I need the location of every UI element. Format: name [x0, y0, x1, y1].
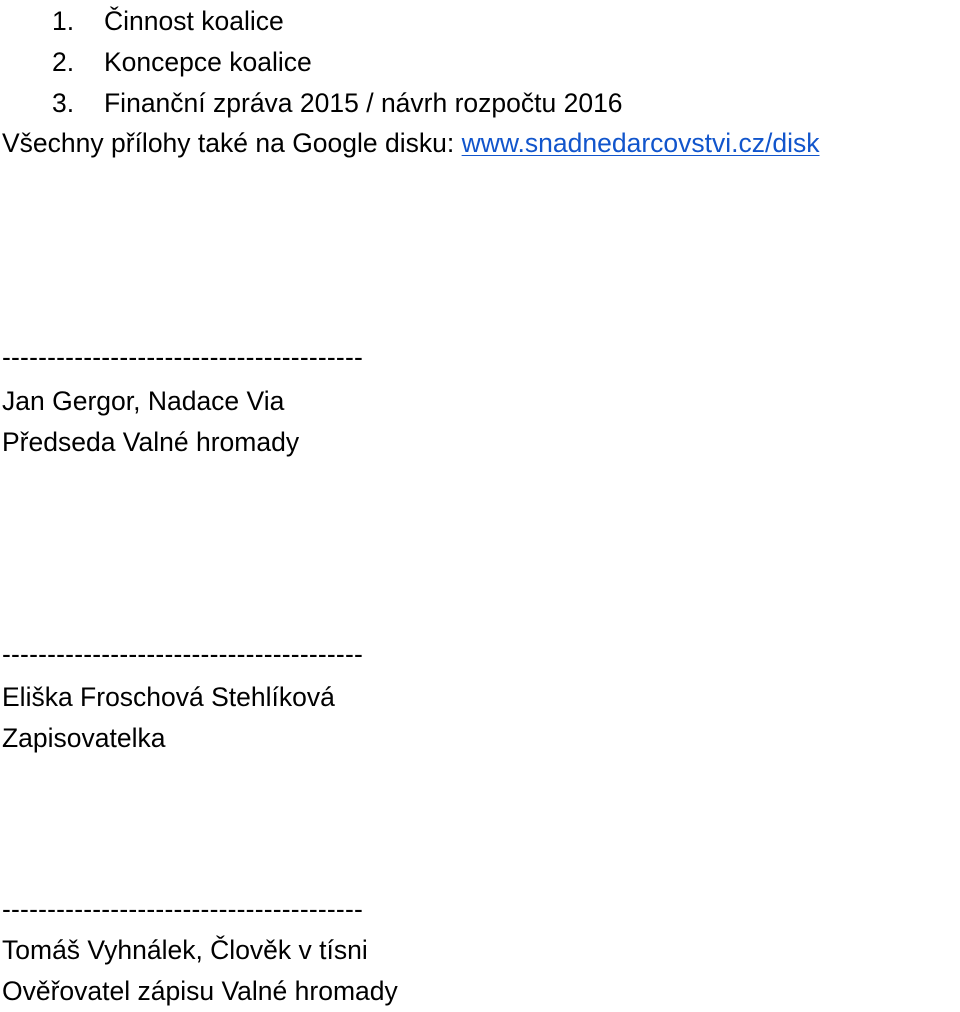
signatory-role: Ověřovatel zápisu Valné hromady [2, 976, 398, 1006]
signatory-name: Tomáš Vyhnálek, Člověk v tísni [2, 935, 368, 965]
signatory-name: Eliška Froschová Stehlíková [2, 682, 335, 712]
signatory-role: Předseda Valné hromady [2, 427, 300, 457]
attachments-text: Všechny přílohy také na Google disku: [2, 128, 462, 158]
attachments-link[interactable]: www.snadnedarcovstvi.cz/disk [461, 128, 820, 158]
agenda-item-text: Činnost koalice [104, 6, 284, 36]
signature-line: ---------------------------------------- [2, 639, 363, 669]
agenda-item-text: Koncepce koalice [104, 47, 312, 77]
signature-line: ---------------------------------------- [2, 342, 363, 372]
agenda-item-text: Finanční zpráva 2015 / návrh rozpočtu 2016 [104, 88, 623, 118]
agenda-item-number: 3. [52, 88, 75, 118]
agenda-item-number: 2. [52, 47, 75, 77]
signature-line: ---------------------------------------- [2, 894, 363, 924]
attachments-line [2, 130, 820, 157]
agenda-item-number: 1. [52, 6, 75, 36]
signatory-role: Zapisovatelka [2, 723, 166, 753]
signatory-name: Jan Gergor, Nadace Via [2, 386, 285, 416]
